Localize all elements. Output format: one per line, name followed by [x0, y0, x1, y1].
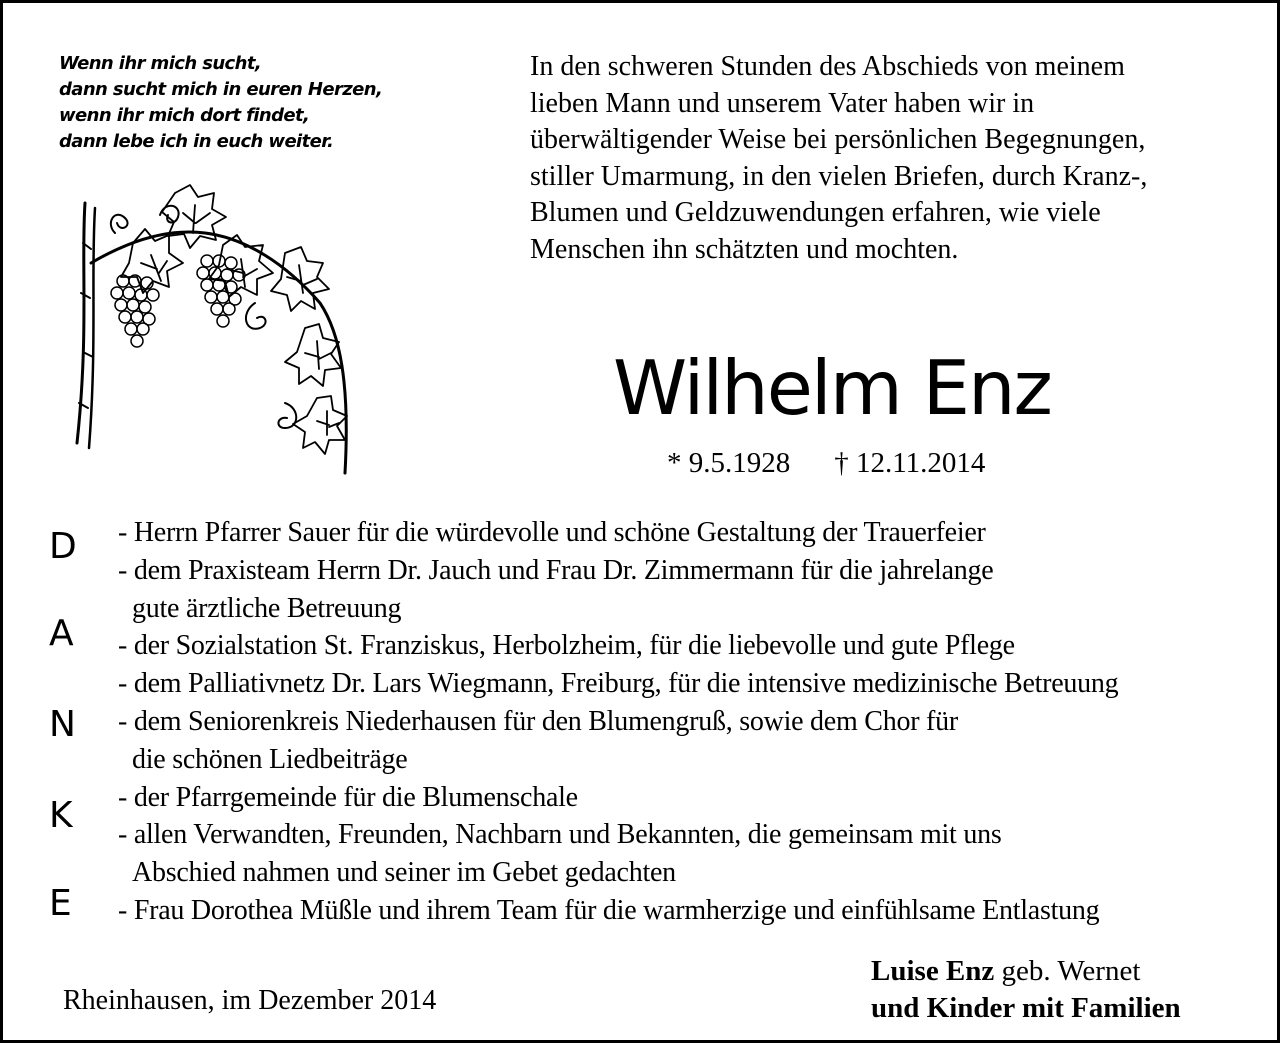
life-dates — [667, 445, 1087, 481]
thanks-line: - Herrn Pfarrer Sauer für die würdevolle und schöne Gestaltung der Trauerfeier — [118, 517, 986, 548]
poem-line: dann lebe ich in euch weiter. — [59, 131, 334, 152]
danke-letter: N — [49, 704, 76, 745]
danke-letter: A — [49, 613, 74, 654]
death-date: † 12.11.2014 — [834, 447, 986, 479]
poem-line: dann sucht mich in euren Herzen, — [59, 79, 383, 100]
signature-name: Luise Enz — [871, 955, 995, 987]
thanks-line: gute ärztliche Betreuung — [132, 592, 402, 624]
signature-maiden-name: geb. Wernet — [994, 955, 1141, 987]
signature — [871, 953, 1271, 1027]
intro-line: Blumen und Geldzuwendungen erfahren, wie viele — [530, 197, 1101, 228]
intro-line: In den schweren Stunden des Abschieds von meinem — [530, 51, 1125, 82]
birth-date: * 9.5.1928 — [667, 447, 791, 479]
intro-line: lieben Mann und unserem Vater haben wir in — [530, 87, 1035, 119]
intro-text — [530, 49, 1260, 268]
poem-line: wenn ihr mich dort findet, — [59, 105, 310, 126]
signature-family: und Kinder mit Familien — [871, 992, 1181, 1024]
place-date: Rheinhausen, im Dezember 2014 — [63, 985, 437, 1016]
thanks-line: - der Pfarrgemeinde für die Blumenschale — [118, 781, 578, 813]
poem — [59, 51, 439, 155]
grapevine-icon — [55, 183, 365, 498]
intro-line: überwältigender Weise bei persönlichen Begegnungen, — [530, 124, 1146, 155]
danke-letter: D — [49, 526, 77, 567]
poem-line: Wenn ihr mich sucht, — [59, 53, 262, 74]
thanks-list — [118, 514, 1273, 930]
thanks-line: - dem Seniorenkreis Niederhausen für den Blumengruß, sowie dem Chor für — [118, 705, 958, 737]
thanks-line: - dem Praxisteam Herrn Dr. Jauch und Frau Dr. Zimmermann für die jahrelange — [118, 554, 994, 586]
danke-letter: K — [49, 795, 73, 836]
deceased-name: Wilhelm Enz — [613, 344, 1051, 432]
thanks-line: - dem Palliativnetz Dr. Lars Wiegmann, Freiburg, für die intensive medizinische Betreuung — [118, 668, 1119, 700]
danke-letter: E — [49, 883, 72, 924]
intro-line: Menschen ihn schätzten und mochten. — [530, 233, 959, 265]
thanks-line: - allen Verwandten, Freunden, Nachbarn und Bekannten, die gemeinsam mit uns — [118, 819, 1002, 851]
thanks-line: die schönen Liedbeiträge — [132, 743, 408, 775]
intro-line: stiller Umarmung, in den vielen Briefen, durch Kranz-, — [530, 160, 1148, 192]
thanks-line: Abschied nahmen und seiner im Gebet gedachten — [132, 857, 676, 889]
thanks-line: - Frau Dorothea Müßle und ihrem Team für die warmherzige und einfühlsame Entlastung — [118, 894, 1100, 926]
thanks-line: - der Sozialstation St. Franziskus, Herbolzheim, für die liebevolle und gute Pflege — [118, 630, 1015, 662]
